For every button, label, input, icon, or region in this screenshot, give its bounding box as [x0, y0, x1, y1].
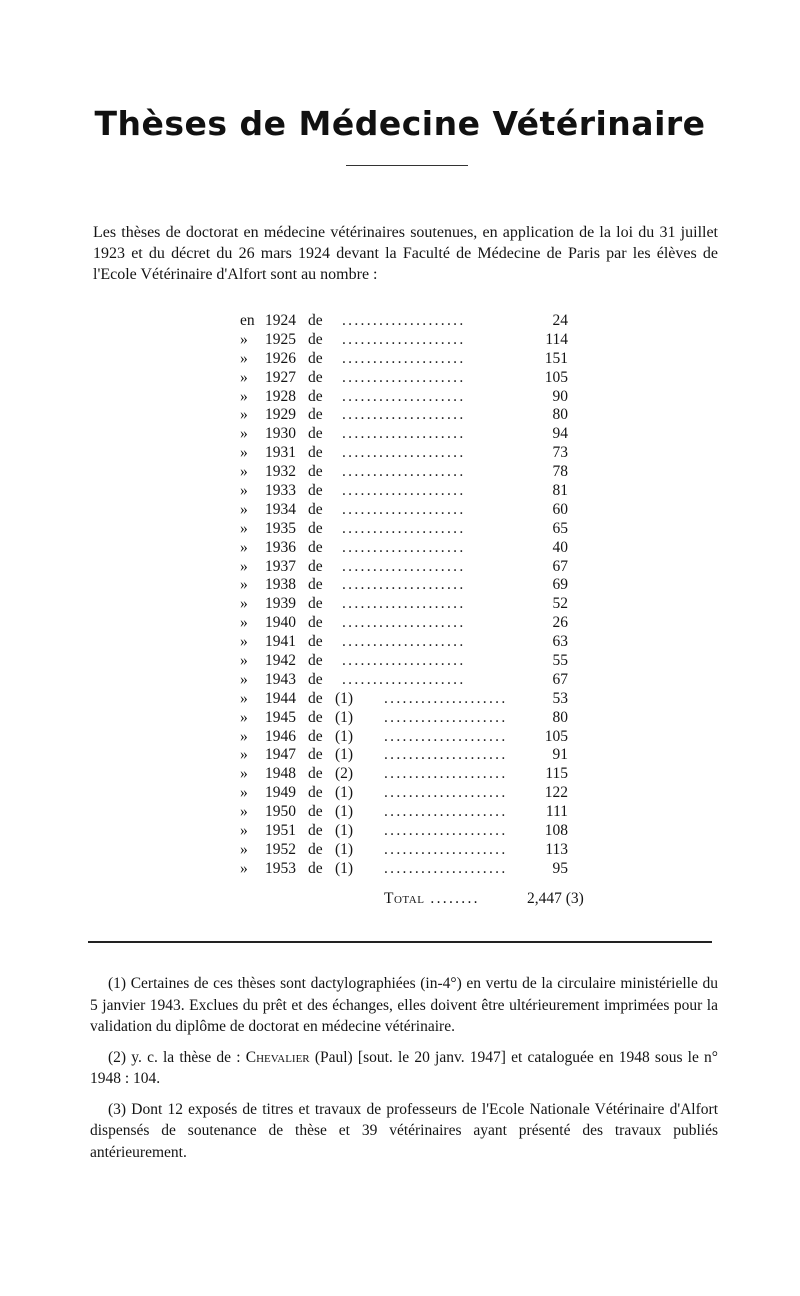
row-note: (1) — [335, 746, 354, 764]
row-leader-dots: .................... — [342, 519, 466, 537]
row-de: de — [308, 746, 323, 764]
intro-paragraph: Les thèses de doctorat en médecine vétérinaires soutenues, en application de la loi du 31 juillet 1923 et du décret du 26 mars 1924 devant la Faculté de Médecine de Paris par les élèves de l'Ecole Vétérinaire d'Alfort sont au nombre : — [93, 224, 718, 283]
row-prefix: » — [240, 689, 248, 707]
row-prefix: » — [240, 822, 248, 840]
row-year: 1932 — [265, 463, 296, 481]
row-year: 1940 — [265, 614, 296, 632]
row-prefix: en — [240, 312, 255, 329]
row-year: 1931 — [265, 444, 296, 462]
row-count: 90 — [552, 387, 568, 405]
table-row — [240, 652, 600, 671]
table-row — [240, 331, 600, 350]
table-row — [240, 369, 600, 388]
row-year: 1945 — [265, 708, 296, 726]
row-leader-dots: .................... — [342, 312, 466, 329]
row-count: 81 — [552, 482, 568, 500]
table-row — [240, 671, 600, 690]
row-prefix: » — [240, 519, 248, 537]
row-note: (1) — [335, 784, 354, 802]
row-count: 80 — [552, 708, 568, 726]
row-year: 1926 — [265, 349, 296, 367]
row-prefix: » — [240, 840, 248, 858]
row-count: 65 — [552, 519, 568, 537]
table-row — [240, 709, 600, 728]
row-prefix: » — [240, 595, 248, 613]
row-leader-dots: .................... — [384, 708, 508, 726]
row-count: 151 — [544, 349, 568, 367]
row-count: 52 — [552, 595, 568, 613]
row-prefix: » — [240, 633, 248, 651]
row-prefix: » — [240, 538, 248, 556]
footnote-2-rest: (Paul) [sout. le 20 janv. 1947] et cataloguée en 1948 sous le n° 1948 : 104. — [90, 1048, 719, 1087]
row-note: (1) — [335, 689, 354, 707]
row-leader-dots: .................... — [342, 406, 466, 424]
row-prefix: » — [240, 670, 248, 688]
footnotes — [90, 973, 718, 1172]
row-count: 91 — [552, 746, 568, 764]
row-prefix: » — [240, 557, 248, 575]
row-year: 1941 — [265, 633, 296, 651]
row-de: de — [308, 708, 323, 726]
row-count: 63 — [552, 633, 568, 651]
table-row — [240, 482, 600, 501]
row-prefix: » — [240, 425, 248, 443]
table-row — [240, 614, 600, 633]
row-prefix: » — [240, 576, 248, 594]
row-de: de — [308, 633, 323, 651]
row-de: de — [308, 387, 323, 405]
row-count: 67 — [552, 670, 568, 688]
row-count: 115 — [545, 765, 568, 783]
row-prefix: » — [240, 463, 248, 481]
row-note: (1) — [335, 803, 354, 821]
table-row — [240, 501, 600, 520]
page-title: Thèses de Médecine Vétérinaire — [94, 104, 706, 143]
row-leader-dots: .................... — [384, 784, 508, 802]
row-year: 1946 — [265, 727, 296, 745]
row-de: de — [308, 425, 323, 443]
footnote-2-author: Chevalier — [245, 1048, 310, 1066]
row-prefix: » — [240, 708, 248, 726]
row-count: 113 — [545, 840, 568, 858]
row-leader-dots: .................... — [342, 633, 466, 651]
row-leader-dots: .................... — [342, 368, 466, 386]
row-year: 1947 — [265, 746, 296, 764]
row-leader-dots: .................... — [342, 387, 466, 405]
row-leader-dots: .................... — [342, 595, 466, 613]
row-note: (2) — [335, 765, 354, 783]
row-year: 1944 — [265, 689, 296, 707]
row-de: de — [308, 803, 323, 821]
row-de: de — [308, 330, 323, 348]
row-count: 108 — [544, 822, 568, 840]
row-count: 78 — [552, 463, 568, 481]
row-prefix: » — [240, 859, 248, 877]
title-divider — [346, 165, 468, 166]
table-row — [240, 520, 600, 539]
row-leader-dots: .................... — [342, 557, 466, 575]
row-de: de — [308, 500, 323, 518]
footnote-divider — [88, 941, 712, 943]
footnote-1: (1) Certaines de ces thèses sont dactylographiées (in-4°) en vertu de la circulaire ministérielle du 5 janvier 1943. Exclues du prêt et des échanges, elles doivent être ultérieurement imprimées pour la validation du diplôme de doctorat en médecine vétérinaire. — [90, 975, 718, 1035]
row-note: (1) — [335, 822, 354, 840]
row-leader-dots: .................... — [384, 859, 508, 877]
row-leader-dots: .................... — [342, 349, 466, 367]
row-de: de — [308, 519, 323, 537]
row-count: 73 — [552, 444, 568, 462]
row-leader-dots: .................... — [342, 330, 466, 348]
row-count: 67 — [552, 557, 568, 575]
row-year: 1943 — [265, 670, 296, 688]
total-row — [384, 890, 614, 908]
row-de: de — [308, 538, 323, 556]
row-year: 1952 — [265, 840, 296, 858]
table-row — [240, 576, 600, 595]
row-de: de — [308, 727, 323, 745]
table-row — [240, 406, 600, 425]
row-leader-dots: .................... — [342, 538, 466, 556]
row-leader-dots: .................... — [342, 614, 466, 632]
row-year: 1950 — [265, 803, 296, 821]
row-leader-dots: .................... — [342, 652, 466, 670]
row-de: de — [308, 312, 323, 329]
thesis-count-table — [240, 312, 600, 879]
table-row — [240, 463, 600, 482]
footnote-2-intro: (2) y. c. la thèse de : — [108, 1048, 241, 1066]
row-prefix: » — [240, 406, 248, 424]
row-year: 1927 — [265, 368, 296, 386]
row-count: 69 — [552, 576, 568, 594]
row-year: 1949 — [265, 784, 296, 802]
row-de: de — [308, 859, 323, 877]
row-year: 1930 — [265, 425, 296, 443]
row-prefix: » — [240, 803, 248, 821]
row-prefix: » — [240, 727, 248, 745]
table-row — [240, 746, 600, 765]
row-note: (1) — [335, 727, 354, 745]
row-year: 1937 — [265, 557, 296, 575]
row-count: 26 — [552, 614, 568, 632]
total-value: 2,447 (3) — [527, 890, 584, 907]
row-count: 122 — [544, 784, 568, 802]
table-row — [240, 860, 600, 879]
footnote-2 — [90, 1047, 718, 1090]
row-de: de — [308, 822, 323, 840]
row-year: 1924 — [265, 312, 296, 329]
row-de: de — [308, 670, 323, 688]
row-count: 95 — [552, 859, 568, 877]
row-de: de — [308, 595, 323, 613]
table-row — [240, 784, 600, 803]
row-prefix: » — [240, 746, 248, 764]
table-row — [240, 803, 600, 822]
row-prefix: » — [240, 387, 248, 405]
row-de: de — [308, 349, 323, 367]
row-prefix: » — [240, 784, 248, 802]
row-leader-dots: .................... — [342, 576, 466, 594]
row-de: de — [308, 406, 323, 424]
row-year: 1935 — [265, 519, 296, 537]
table-row — [240, 425, 600, 444]
total-label: Total — [384, 890, 425, 907]
row-count: 60 — [552, 500, 568, 518]
row-de: de — [308, 840, 323, 858]
row-count: 80 — [552, 406, 568, 424]
row-count: 114 — [545, 330, 568, 348]
table-row — [240, 728, 600, 747]
table-row — [240, 690, 600, 709]
row-de: de — [308, 652, 323, 670]
row-leader-dots: .................... — [384, 840, 508, 858]
row-de: de — [308, 482, 323, 500]
row-de: de — [308, 444, 323, 462]
row-year: 1925 — [265, 330, 296, 348]
row-leader-dots: .................... — [342, 425, 466, 443]
footnote-3: (3) Dont 12 exposés de titres et travaux de professeurs de l'Ecole Nationale Vétérinaire d'Alfort dispensés de soutenance de thèse et 39 vétérinaires ayant présenté des travaux publiés antérieurement. — [90, 1100, 718, 1161]
row-count: 40 — [552, 538, 568, 556]
row-de: de — [308, 557, 323, 575]
row-note: (1) — [335, 708, 354, 726]
row-de: de — [308, 784, 323, 802]
row-leader-dots: .................... — [384, 746, 508, 764]
row-leader-dots: .................... — [384, 689, 508, 707]
table-row — [240, 822, 600, 841]
row-leader-dots: .................... — [342, 482, 466, 500]
row-leader-dots: .................... — [342, 500, 466, 518]
row-leader-dots: .................... — [342, 463, 466, 481]
row-de: de — [308, 576, 323, 594]
table-row — [240, 558, 600, 577]
row-de: de — [308, 689, 323, 707]
row-prefix: » — [240, 614, 248, 632]
table-row — [240, 633, 600, 652]
row-year: 1933 — [265, 482, 296, 500]
row-prefix: » — [240, 349, 248, 367]
row-leader-dots: .................... — [384, 803, 508, 821]
table-row — [240, 765, 600, 784]
row-leader-dots: .................... — [384, 822, 508, 840]
row-count: 24 — [552, 312, 568, 329]
row-year: 1948 — [265, 765, 296, 783]
row-prefix: » — [240, 444, 248, 462]
row-de: de — [308, 765, 323, 783]
row-prefix: » — [240, 765, 248, 783]
table-row — [240, 312, 600, 331]
row-year: 1942 — [265, 652, 296, 670]
row-leader-dots: .................... — [342, 670, 466, 688]
table-row — [240, 444, 600, 463]
row-year: 1938 — [265, 576, 296, 594]
row-count: 105 — [544, 727, 568, 745]
row-year: 1929 — [265, 406, 296, 424]
row-count: 111 — [545, 803, 568, 821]
row-prefix: » — [240, 482, 248, 500]
row-prefix: » — [240, 652, 248, 670]
row-prefix: » — [240, 330, 248, 348]
row-note: (1) — [335, 840, 354, 858]
table-row — [240, 539, 600, 558]
table-row — [240, 388, 600, 407]
row-note: (1) — [335, 859, 354, 877]
table-row — [240, 841, 600, 860]
row-de: de — [308, 368, 323, 386]
row-count: 94 — [552, 425, 568, 443]
row-year: 1953 — [265, 859, 296, 877]
row-leader-dots: .................... — [384, 765, 508, 783]
row-year: 1951 — [265, 822, 296, 840]
row-count: 105 — [544, 368, 568, 386]
row-year: 1934 — [265, 500, 296, 518]
table-row — [240, 595, 600, 614]
row-year: 1928 — [265, 387, 296, 405]
row-de: de — [308, 614, 323, 632]
row-count: 53 — [552, 689, 568, 707]
total-leader-dots: ........ — [430, 890, 480, 907]
row-de: de — [308, 463, 323, 481]
row-prefix: » — [240, 368, 248, 386]
row-year: 1936 — [265, 538, 296, 556]
row-leader-dots: .................... — [342, 444, 466, 462]
table-row — [240, 350, 600, 369]
row-year: 1939 — [265, 595, 296, 613]
row-prefix: » — [240, 500, 248, 518]
row-leader-dots: .................... — [384, 727, 508, 745]
row-count: 55 — [552, 652, 568, 670]
